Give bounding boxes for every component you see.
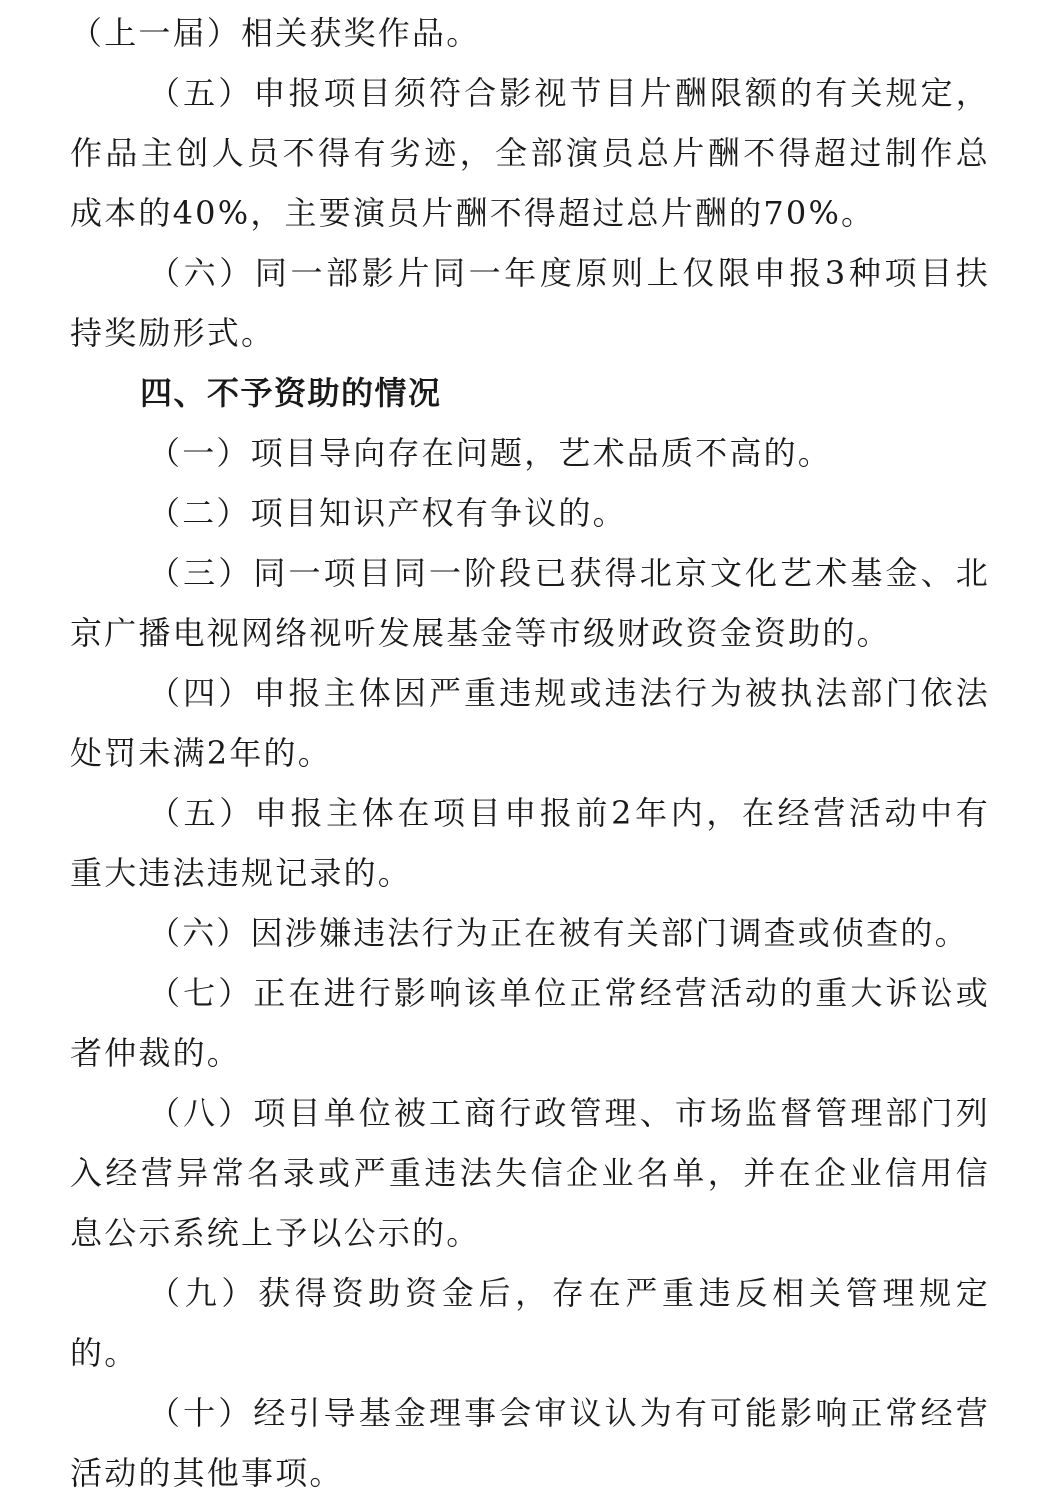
- list-item-8: （八）项目单位被工商行政管理、市场监督管理部门列入经营异常名录或严重违法失信企业名单，并在企业信用信息公示系统上予以公示的。: [70, 1094, 990, 1252]
- paragraph-continuation: （上一届）相关获奖作品。: [70, 14, 481, 52]
- list-item-4: （四）申报主体因严重违规或违法行为被执法部门依法处罚未满2年的。: [70, 674, 990, 772]
- list-item-1: （一）项目导向存在问题，艺术品质不高的。: [148, 434, 833, 472]
- list-item-10: （十）经引导基金理事会审议认为有可能影响正常经营活动的其他事项。: [70, 1394, 990, 1492]
- paragraph-support-limit: （六）同一部影片同一年度原则上仅限申报3种项目扶持奖励形式。: [70, 254, 990, 352]
- list-item-2: （二）项目知识产权有争议的。: [148, 494, 627, 532]
- list-item-7: （七）正在进行影响该单位正常经营活动的重大诉讼或者仲裁的。: [70, 974, 990, 1072]
- list-item-5: （五）申报主体在项目申报前2年内，在经营活动中有重大违法违规记录的。: [70, 794, 990, 892]
- list-item-6: （六）因涉嫌违法行为正在被有关部门调查或侦查的。: [148, 914, 969, 952]
- section-heading: 四、不予资助的情况: [140, 374, 442, 412]
- paragraph-remuneration-rule: （五）申报项目须符合影视节目片酬限额的有关规定，作品主创人员不得有劣迹，全部演员总片酬不得超过制作总成本的40%，主要演员片酬不得超过总片酬的70%。: [70, 74, 990, 232]
- list-item-3: （三）同一项目同一阶段已获得北京文化艺术基金、北京广播电视网络视听发展基金等市级财政资金资助的。: [70, 554, 990, 652]
- list-item-9: （九）获得资助资金后，存在严重违反相关管理规定的。: [70, 1274, 990, 1372]
